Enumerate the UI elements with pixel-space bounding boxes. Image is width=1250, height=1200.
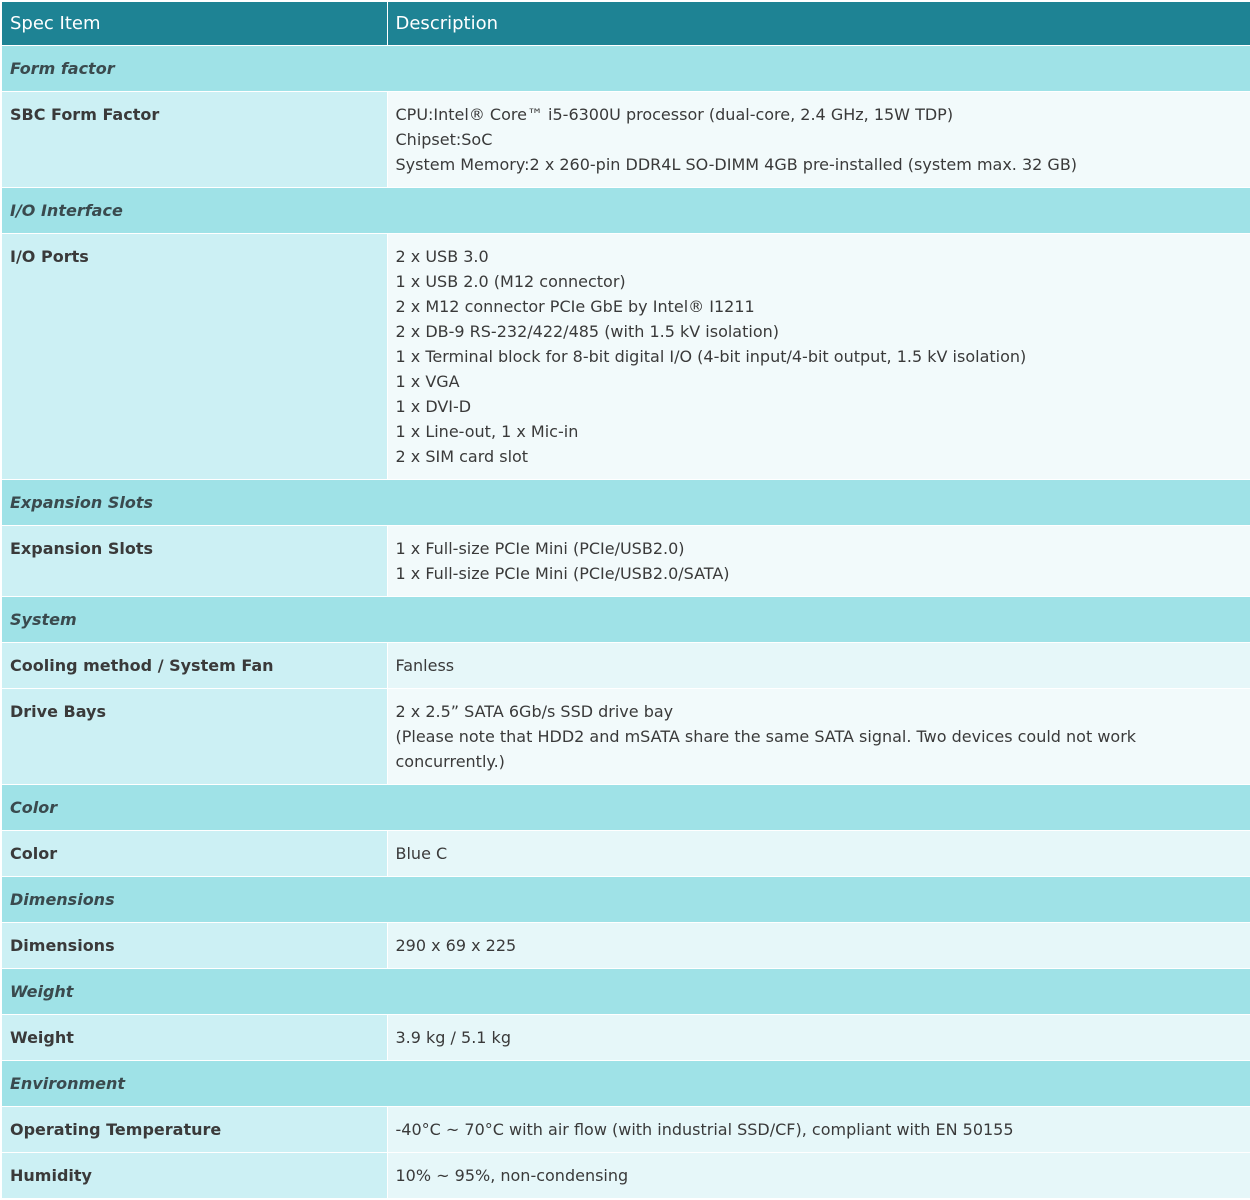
spec-description [387,91,1250,187]
description-line: 1 x VGA [395,371,460,391]
header-row [2,2,1250,45]
description-line: 1 x DVI-D [395,396,472,416]
group-row [2,876,1250,922]
spec-description [387,1014,1250,1060]
spec-name: Dimensions [2,922,387,968]
description-line: 290 x 69 x 225 [395,935,517,955]
spec-description [387,688,1250,784]
table-row [2,688,1250,784]
group-row [2,596,1250,642]
table-row [2,1152,1250,1198]
group-title: Color [2,784,1250,830]
description-line: System Memory:2 x 260-pin DDR4L SO-DIMM 4GB pre-installed (system max. 32 GB) [395,154,1078,174]
description-line: 2 x SIM card slot [395,446,529,466]
spec-description [387,525,1250,596]
description-line: Fanless [395,655,455,675]
spec-name: Color [2,830,387,876]
group-row [2,784,1250,830]
spec-description [387,642,1250,688]
header-spec-item: Spec Item [2,2,387,45]
spec-name: Expansion Slots [2,525,387,596]
description-line: -40°C ~ 70°C with air flow (with industrial SSD/CF), compliant with EN 50155 [395,1119,1014,1139]
group-row [2,1060,1250,1106]
spec-name: Cooling method / System Fan [2,642,387,688]
description-line: 1 x Terminal block for 8-bit digital I/O (4-bit input/4-bit output, 1.5 kV isolation) [395,346,1027,366]
spec-name: SBC Form Factor [2,91,387,187]
table-row [2,1106,1250,1152]
spec-description [387,1106,1250,1152]
description-line: 1 x USB 2.0 (M12 connector) [395,271,626,291]
table-row [2,233,1250,479]
description-line: Chipset:SoC [395,129,493,149]
spec-name: Operating Temperature [2,1106,387,1152]
header-description: Description [387,2,1250,45]
table-row [2,922,1250,968]
spec-description [387,233,1250,479]
description-line: 2 x USB 3.0 [395,246,489,266]
spec-name: Humidity [2,1152,387,1198]
description-line: 1 x Full-size PCIe Mini (PCIe/USB2.0/SATA) [395,563,730,583]
description-line: 1 x Full-size PCIe Mini (PCIe/USB2.0) [395,538,685,558]
table-row [2,1014,1250,1060]
group-title: System [2,596,1250,642]
description-line: 2 x 2.5” SATA 6Gb/s SSD drive bay [395,701,674,721]
group-title: Weight [2,968,1250,1014]
group-title: Form factor [2,45,1250,91]
description-line: 1 x Line-out, 1 x Mic-in [395,421,579,441]
description-line: 10% ~ 95%, non-condensing [395,1165,629,1185]
spec-table [2,2,1250,1198]
table-row [2,830,1250,876]
group-row [2,45,1250,91]
group-row [2,968,1250,1014]
group-row [2,479,1250,525]
description-line: 2 x DB-9 RS-232/422/485 (with 1.5 kV isolation) [395,321,779,341]
spec-description [387,830,1250,876]
spec-name: Weight [2,1014,387,1060]
group-row [2,187,1250,233]
table-row [2,525,1250,596]
description-line: (Please note that HDD2 and mSATA share the same SATA signal. Two devices could not work concurrently.) [395,726,1137,771]
group-title: Expansion Slots [2,479,1250,525]
table-row [2,91,1250,187]
description-line: 3.9 kg / 5.1 kg [395,1027,511,1047]
group-title: I/O Interface [2,187,1250,233]
spec-table-body [2,45,1250,1198]
spec-description [387,1152,1250,1198]
spec-name: I/O Ports [2,233,387,479]
table-row [2,642,1250,688]
group-title: Environment [2,1060,1250,1106]
spec-name: Drive Bays [2,688,387,784]
description-line: Blue C [395,843,448,863]
spec-description [387,922,1250,968]
description-line: 2 x M12 connector PCIe GbE by Intel® I1211 [395,296,755,316]
description-line: CPU:Intel® Core™ i5-6300U processor (dual-core, 2.4 GHz, 15W TDP) [395,104,954,124]
group-title: Dimensions [2,876,1250,922]
